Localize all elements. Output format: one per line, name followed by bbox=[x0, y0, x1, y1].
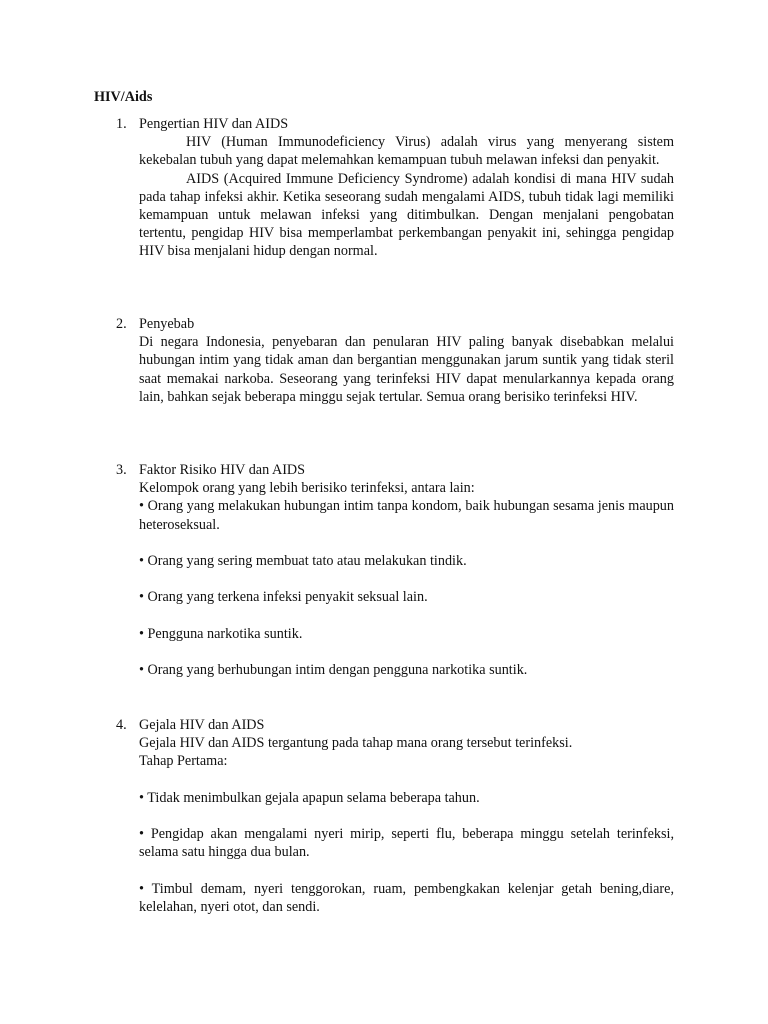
section-heading: Gejala HIV dan AIDS bbox=[139, 717, 265, 733]
section-number: 4. bbox=[116, 717, 127, 733]
section-subheading: Tahap Pertama: bbox=[139, 753, 228, 770]
list-item: • Tidak menimbulkan gejala apapun selama beberapa tahun. bbox=[139, 789, 480, 806]
section-intro: Kelompok orang yang lebih berisiko terinfeksi, antara lain: bbox=[139, 480, 475, 497]
paragraph-hiv-definition: HIV (Human Immunodeficiency Virus) adalah virus yang menyerang sistem kekebalan tubuh yang dapat melemahkan kemampuan tubuh melawan infeksi dan penyakit. bbox=[139, 134, 674, 169]
section-heading: Penyebab bbox=[139, 316, 195, 332]
document-title: HIV/Aids bbox=[94, 89, 153, 105]
list-item: • Orang yang terkena infeksi penyakit seksual lain. bbox=[139, 589, 428, 606]
list-item: • Timbul demam, nyeri tenggorokan, ruam, pembengkakan kelenjar getah bening,diare, kelelahan, nyeri otot, dan sendi. bbox=[139, 880, 674, 915]
section-number: 1. bbox=[116, 116, 127, 132]
list-item: • Orang yang melakukan hubungan intim tanpa kondom, baik hubungan sesama jenis maupun heteroseksual. bbox=[139, 498, 674, 533]
section-risk-factors bbox=[116, 461, 674, 679]
section-heading: Faktor Risiko HIV dan AIDS bbox=[139, 462, 306, 478]
paragraph-cause: Di negara Indonesia, penyebaran dan penularan HIV paling banyak disebabkan melalui hubungan intim yang tidak aman dan bergantian menggunakan jarum suntik yang tidak steril saat memakai narkoba. Seseorang yang terinfeksi HIV dapat menularkannya kepada orang lain, bahkan sejak beberapa minggu sejak tertular. Semua orang berisiko terinfeksi HIV. bbox=[139, 334, 674, 405]
list-item: • Pengidap akan mengalami nyeri mirip, seperti flu, beberapa minggu setelah terinfeksi, selama satu hingga dua bulan. bbox=[139, 826, 674, 861]
list-item: • Orang yang sering membuat tato atau melakukan tindik. bbox=[139, 553, 467, 569]
section-heading: Pengertian HIV dan AIDS bbox=[139, 116, 289, 132]
section-number: 3. bbox=[116, 462, 127, 478]
section-number: 2. bbox=[116, 316, 127, 332]
section-symptoms bbox=[116, 716, 674, 916]
section-intro: Gejala HIV dan AIDS tergantung pada tahap mana orang tersebut terinfeksi. bbox=[139, 735, 573, 752]
paragraph-aids-definition: AIDS (Acquired Immune Deficiency Syndrome) adalah kondisi di mana HIV sudah pada tahap infeksi akhir. Ketika seseorang sudah mengalami AIDS, tubuh tidak lagi memiliki kemampuan untuk melawan infeksi yang ditimbulkan. Dengan menjalani pengobatan tertentu, pengidap HIV bisa memperlambat perkembangan penyakit ini, sehingga pengidap HIV bisa menjalani hidup dengan normal. bbox=[139, 170, 674, 260]
section-definition bbox=[116, 115, 674, 261]
list-item: • Pengguna narkotika suntik. bbox=[139, 625, 303, 642]
list-item: • Orang yang berhubungan intim dengan pengguna narkotika suntik. bbox=[139, 662, 528, 679]
section-cause bbox=[116, 315, 674, 406]
